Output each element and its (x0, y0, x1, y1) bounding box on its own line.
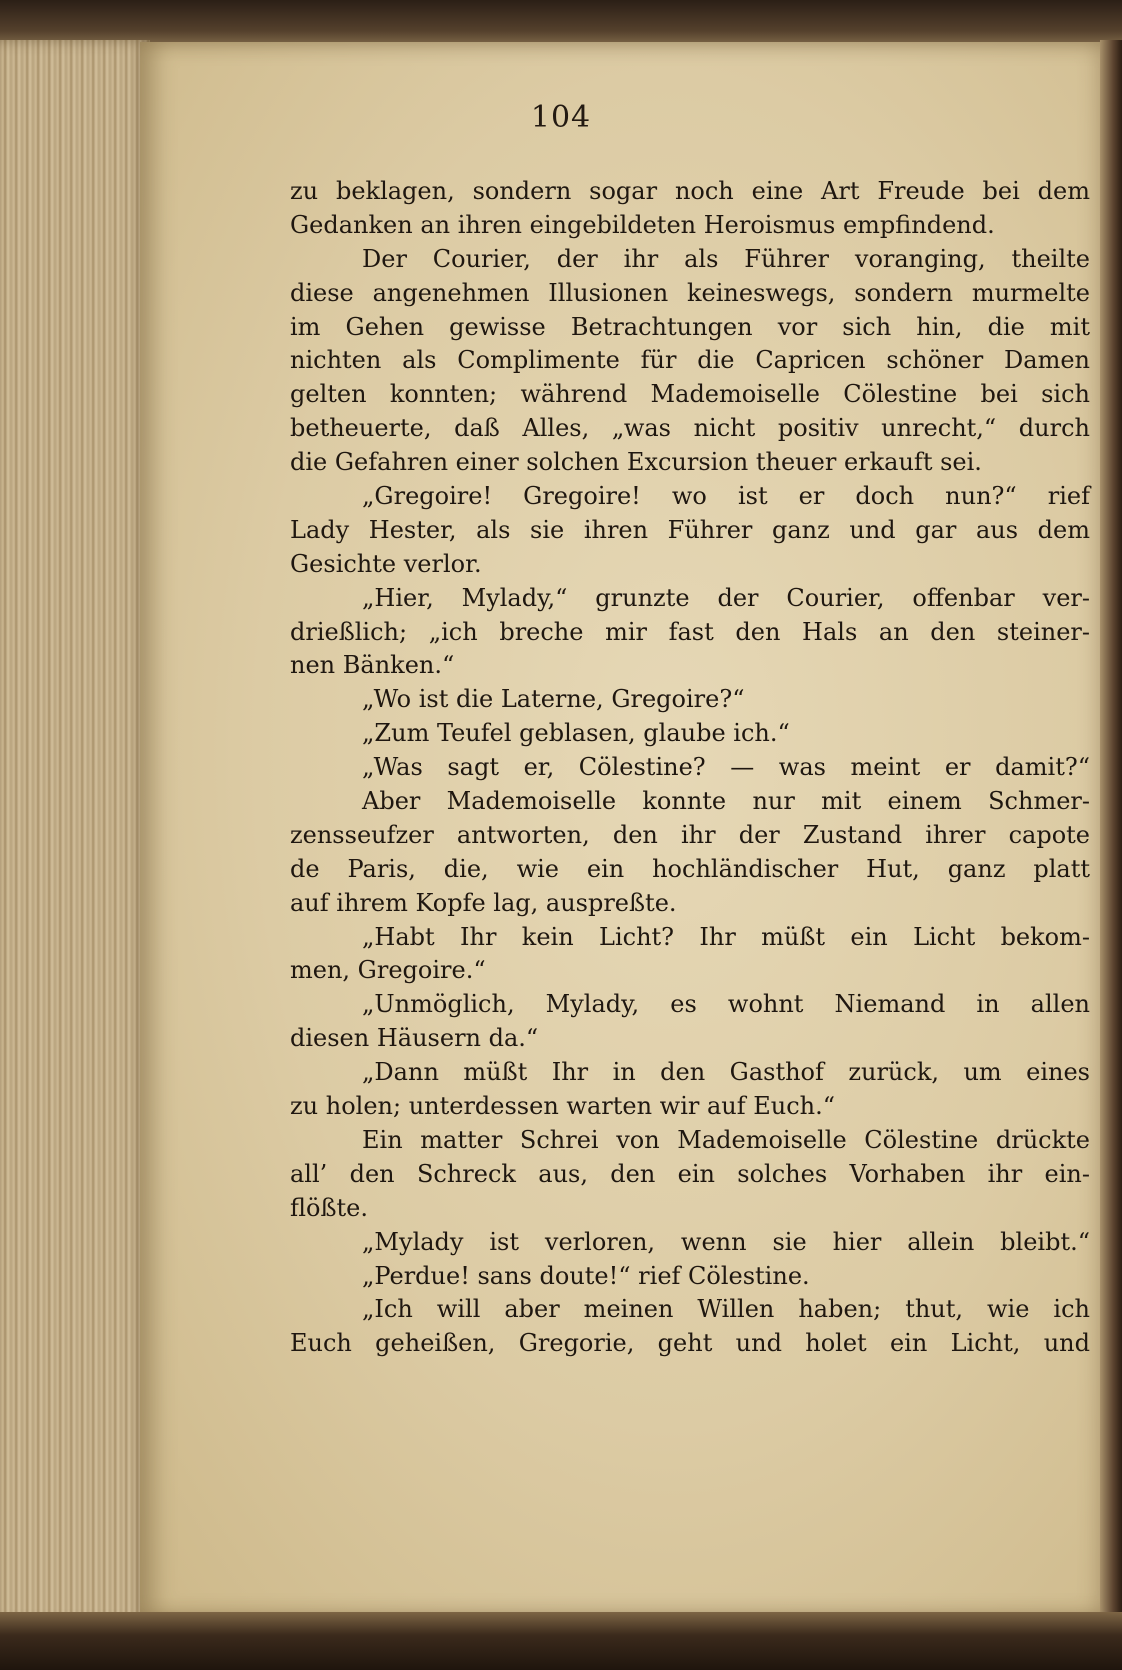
text-line: auf ihrem Kopfe lag, auspreßte. (290, 888, 677, 917)
text-line: im Gehen gewisse Betrachtungen vor sich hin, die mit (290, 312, 1090, 341)
text-line: diesen Häusern da.“ (290, 1024, 539, 1053)
text-line: diese angenehmen Illusionen keineswegs, sondern murmelte (290, 278, 1090, 307)
text-line: „Perdue! sans doute!“ rief Cölestine. (362, 1261, 810, 1290)
text-line: „Dann müßt Ihr in den Gasthof zurück, um eines (362, 1058, 1090, 1087)
text-line: „Zum Teufel geblasen, glaube ich.“ (362, 719, 790, 748)
text-line: Lady Hester, als sie ihren Führer ganz und gar aus dem (290, 515, 1090, 544)
text-line: gelten konnten; während Mademoiselle Cölestine bei sich (290, 380, 1090, 409)
text-line: all’ den Schreck aus, den ein solches Vorhaben ihr ein- (290, 1159, 1090, 1188)
body-text (290, 175, 1090, 1361)
text-line: Der Courier, der ihr als Führer voranging, theilte (362, 244, 1090, 273)
text-line: die Gefahren einer solchen Excursion theuer erkauft sei. (290, 448, 982, 477)
book-right-edge (1100, 40, 1122, 1630)
text-line: Gedanken an ihren eingebildeten Heroismus empfindend. (290, 210, 995, 239)
text-line: Aber Mademoiselle konnte nur mit einem Schmer- (362, 787, 1090, 816)
text-line: Euch geheißen, Gregorie, geht und holet ein Licht, und (290, 1329, 1090, 1358)
text-line: de Paris, die, wie ein hochländischer Hut, ganz platt (290, 854, 1090, 883)
text-line: zensseufzer antworten, den ihr der Zustand ihrer capote (290, 820, 1090, 849)
text-line: men, Gregoire.“ (290, 956, 486, 985)
text-line: nen Bänken.“ (290, 651, 455, 680)
text-line: „Hier, Mylady,“ grunzte der Courier, offenbar ver- (362, 583, 1090, 612)
text-line: „Gregoire! Gregoire! wo ist er doch nun?“ rief (362, 482, 1090, 511)
page-stack-left (0, 40, 150, 1625)
text-line: betheuerte, daß Alles, „was nicht positiv unrecht,“ durch (290, 414, 1090, 443)
page-number-text: 104 (530, 100, 592, 135)
book-bottom-edge (0, 1612, 1122, 1670)
page-number (0, 100, 1122, 135)
text-line: „Was sagt er, Cölestine? — was meint er damit?“ (362, 753, 1090, 782)
text-line: „Wo ist die Laterne, Gregoire?“ (362, 685, 745, 714)
text-line: zu beklagen, sondern sogar noch eine Art Freude bei dem (290, 177, 1090, 205)
text-line: Gesichte verlor. (290, 549, 482, 578)
text-line: Ein matter Schrei von Mademoiselle Cölestine drückte (362, 1125, 1090, 1154)
book-top-edge (0, 0, 1122, 44)
text-line: flößte. (290, 1193, 368, 1222)
text-line: „Mylady ist verloren, wenn sie hier allein bleibt.“ (362, 1227, 1090, 1256)
text-line: „Habt Ihr kein Licht? Ihr müßt ein Licht bekom- (362, 922, 1090, 951)
text-line: „Ich will aber meinen Willen haben; thut, wie ich (362, 1295, 1090, 1324)
text-line: „Unmöglich, Mylady, es wohnt Niemand in allen (362, 990, 1090, 1019)
text-line: zu holen; unterdessen warten wir auf Euch.“ (290, 1092, 836, 1121)
text-line: drießlich; „ich breche mir fast den Hals an den steiner- (290, 617, 1090, 646)
text-line: nichten als Complimente für die Capricen schöner Damen (290, 346, 1090, 375)
